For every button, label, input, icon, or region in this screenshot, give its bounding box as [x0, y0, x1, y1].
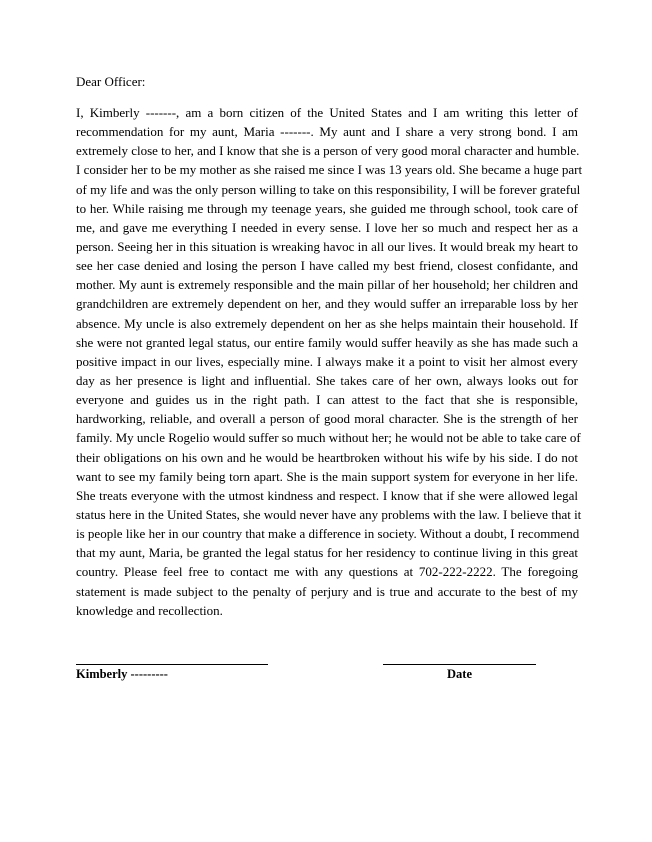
letter-line: that my aunt, Maria, be granted the legal status for her residency to continue living in this great	[76, 545, 578, 561]
letter-line: person. Seeing her in this situation is wreaking havoc in all our lives. It would break my heart to	[76, 238, 578, 254]
letter-line: grandchildren are extremely dependent on her, and they would suffer an irreparable loss by her	[76, 296, 578, 312]
signature-name: Kimberly ---------	[76, 664, 268, 682]
letter-line: extremely close to her, and I know that she is a person of very good moral character and humble.	[76, 143, 580, 159]
letter-line: want to see my family being torn apart. She is the main support system for everyone in her life.	[76, 468, 578, 484]
letter-line: their obligations on his own and he would be heartbroken without his wife by his side. I do not	[76, 449, 578, 465]
letter-line: everyone and guides us in the right path. I can attest to the fact that she is responsible,	[76, 392, 578, 408]
letter-line: family. My uncle Rogelio would suffer so much without her; he would not be able to take care of	[76, 430, 581, 446]
letter-line: recommendation for my aunt, Maria -------. My aunt and I share a very strong bond. I am	[76, 124, 578, 140]
letter-line: to her. While raising me through my teenage years, she guided me through school, took care of	[76, 200, 578, 216]
letter-line: knowledge and recollection.	[76, 602, 223, 618]
letter-line: day as her presence is light and influential. She takes care of her own, always looks out for	[76, 372, 578, 388]
letter-line: I, Kimberly -------, am a born citizen of the United States and I am writing this letter of	[76, 105, 578, 120]
letter-line: she were not granted legal status, our entire family would suffer heavily as she has made such a	[76, 334, 578, 350]
letter-line: status here in the United States, she would never have any problems with the law. I believe that it	[76, 506, 582, 522]
letter-line: absence. My uncle is also extremely dependent on her as she helps maintain their household. If	[76, 315, 578, 331]
letter-line: mother. My aunt is extremely responsible and the main pillar of her household; her children and	[76, 277, 578, 293]
letter-line: of my life and was the only person willing to take on this responsibility, I will be forever grateful	[76, 181, 581, 197]
letter-line: I consider her to be my mother as she raised me since I was 13 years old. She became a huge part	[76, 162, 583, 178]
letter-body	[76, 103, 583, 620]
salutation: Dear Officer:	[76, 74, 146, 89]
letter-line: country. Please feel free to contact me with any questions at 702-222-2222. The foregoing	[76, 564, 578, 580]
letter-line: positive impact in our lives, especially mine. I always make it a point to visit her almost every	[76, 353, 578, 369]
letter-line: statement is made subject to the penalty of perjury and is true and accurate to the best of my	[76, 583, 578, 599]
letter-line: hardworking, reliable, and overall a person of good moral character. She is the strength of her	[76, 411, 578, 427]
letter-line: me, and gave me everything I needed in every sense. I love her so much and respect her as a	[76, 219, 578, 235]
signature-date-label: Date	[383, 664, 536, 682]
letter-line: see her case denied and losing the person I have called my best friend, closest confidante, and	[76, 258, 578, 274]
letter-line: She treats everyone with the utmost kindness and respect. I know that if she were allowed legal	[76, 487, 578, 503]
letter-line: is people like her in our country that make a difference in society. Without a doubt, I recommend	[76, 526, 580, 542]
